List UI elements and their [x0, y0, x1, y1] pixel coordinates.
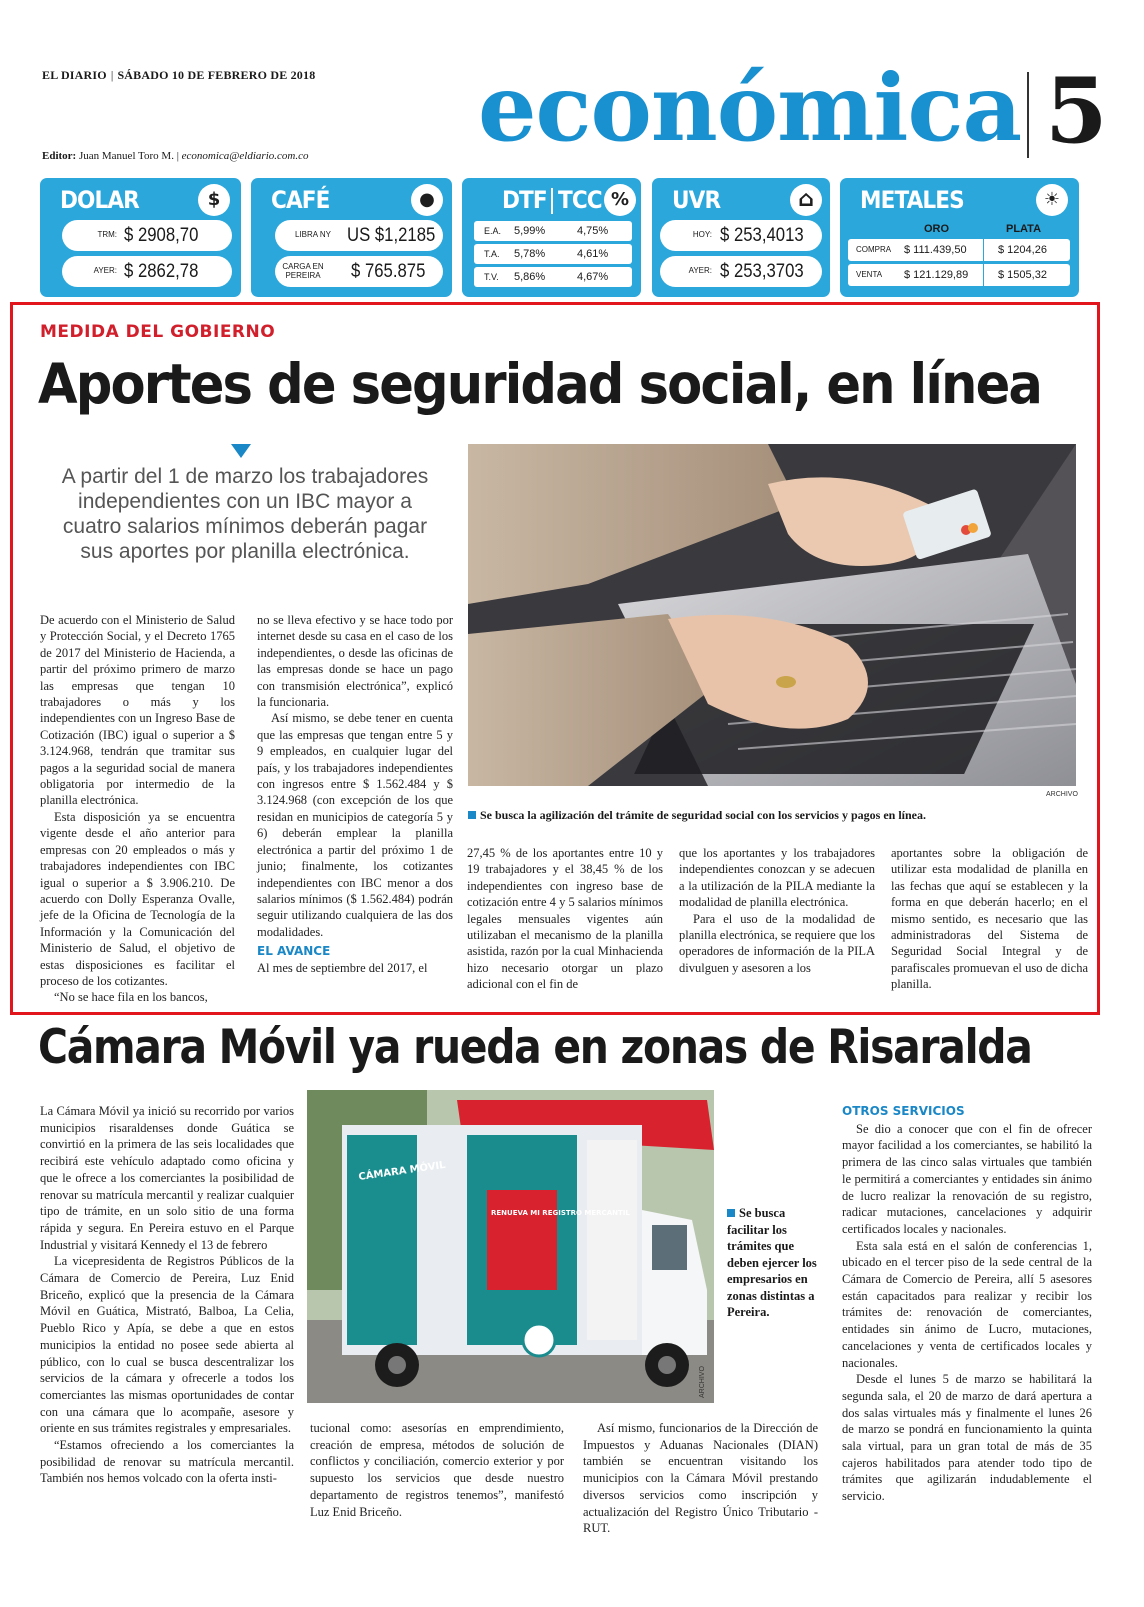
cafe-pereira-row [275, 256, 443, 287]
caption-square-icon [468, 811, 476, 819]
metales-venta-oro: $ 121.129,89 [904, 269, 969, 281]
article1-column-2 [257, 612, 453, 976]
uvr-hoy-label: HOY: [692, 230, 712, 240]
house-icon: ⌂ [790, 184, 822, 216]
tcc-ea-value: 4,75% [577, 225, 609, 237]
uvr-hoy-row [660, 220, 822, 251]
dolar-trm-label: TRM: [97, 230, 117, 240]
coffee-bean-icon: ● [411, 184, 443, 216]
cafe-pereira-value: $ 765.875 [351, 261, 426, 282]
metales-column-divider [983, 239, 984, 286]
article2-col1-p2: La vicepresidenta de Registros Públicos de la Cámara de Comercio de Pereira, Luz Enid Briceño, explicó que la presencia de la Cámara Móvil en Guática, Mistrató, Balboa, La Celia, Pueblo Rico y Apía, se debe a que en estos municipios la entidad no posee sede abierta al público, con lo cual se busca descentralizar los servicios de la cámara y ofrecerle a todos los comerciantes las mismas oportunidades de contar con una cámara que lo acompañe, asesore y oriente en sus trámites registrales y empresariales. [40, 1254, 294, 1436]
article1-col2-p2: Así mismo, se debe tener en cuenta que las empresas que tengan entre 5 y 9 empleados, en cualquier lugar del país, y los trabajadores independientes con ingresos entre $ 1.562.484 y $ 3.124.968 (con excepción de los que residan en municipios de categoría 5 y 6) deberán emplear la planilla electrónica a partir del próximo 1 de junio; finalmente, los cotizantes independientes con IBC menor a dos salarios mínimos ($ 1.562.484) podrán seguir utilizando cualquiera de las dos modalidades. [257, 711, 453, 939]
keyboard-hands-illustration [468, 444, 1076, 786]
article1-column-5 [891, 845, 1088, 993]
article1-kicker: MEDIDA DEL GOBIERNO [40, 322, 276, 342]
indicator-dolar-title: DOLAR [60, 186, 139, 214]
article1-column-4 [679, 845, 875, 976]
cafe-ny-row [275, 220, 443, 251]
page-number: 5 [1045, 58, 1108, 164]
article1-photo [468, 444, 1076, 786]
indicator-dtf-title: DTF [502, 186, 547, 214]
masthead-dateline: EL DIARIO | SÁBADO 10 DE FEBRERO DE 2018 [42, 68, 316, 82]
article2-column-2 [310, 1420, 564, 1520]
editor-label: Editor: [42, 150, 77, 162]
uvr-ayer-label: AYER: [688, 266, 712, 276]
article1-subhead: EL AVANCE [257, 944, 331, 959]
dtf-ea-row [474, 221, 632, 241]
article1-col1-p1: De acuerdo con el Ministerio de Salud y Protección Social, y el Decreto 1765 de 2017 del Ministerio de Hacienda, a partir del próximo primero de marzo las empresas que tengan 10 trabajadores o más y los independientes con un Ingreso Base de Cotización (IBC) igual o superior a $ 3.124.968, tendrán que tramitar sus pagos a la seguridad social de manera obligatoria por intermedio de la planilla electrónica. [40, 613, 235, 808]
percent-icon: % [604, 184, 636, 216]
article1-column-3 [467, 845, 663, 993]
metales-oro-header: ORO [924, 223, 950, 235]
indicator-uvr-title: UVR [672, 186, 721, 214]
uvr-ayer-value: $ 253,3703 [720, 261, 804, 282]
dtf-tv-label: T.V. [484, 272, 499, 282]
uvr-ayer-row [660, 256, 822, 287]
dtf-tv-value: 5,86% [514, 271, 546, 283]
uvr-hoy-value: $ 253,4013 [720, 225, 804, 246]
editor-line: Editor: Juan Manuel Toro M. | economica@eldiario.com.co [42, 150, 309, 162]
article2-column-1 [40, 1103, 294, 1487]
editor-email[interactable]: economica@eldiario.com.co [181, 150, 309, 162]
article1-photo-credit: ARCHIVO [1046, 791, 1078, 798]
article1-col4-p1: que los aportantes y los trabajadores independientes conozcan y se adecuen a la utilización de la PILA mediante la modalidad de planilla electrónica. [679, 846, 875, 910]
article2-caption-text: Se busca facilitar los trámites que deben ejercer los empresarios en zonas distintas a Pereira. [727, 1206, 817, 1319]
article2-subhead: OTROS SERVICIOS [842, 1104, 965, 1118]
article2-column-4 [842, 1104, 1092, 1505]
section-title: económica [478, 54, 1022, 162]
cafe-pereira-label: CARGA EN PEREIRA [282, 261, 324, 280]
dolar-trm-row [62, 220, 232, 251]
article2-col1-p3: “Estamos ofreciendo a los comerciantes la posibilidad de renovar su matrícula mercantil. También nos hemos volcado con la oferta insti- [40, 1438, 294, 1486]
mobile-office-truck-illustration [307, 1090, 714, 1403]
metales-venta-row [848, 264, 1070, 286]
article1-col2-p1: no se lleva efectivo y se hace todo por internet desde su casa en el caso de los independientes, o desde las oficinas de las empresas donde se hace un pago con transmisión electrónica”, explicó la funcionaria. [257, 613, 453, 710]
indicator-dolar [40, 178, 241, 297]
indicator-cafe [251, 178, 452, 297]
triangle-marker-icon [231, 444, 251, 458]
article2-column-3 [583, 1420, 818, 1537]
article1-col5-p1: aportantes sobre la obligación de utilizar esta modalidad de planilla en las fechas que aquí se establecen y la forma en que deberán hacerlo; en el mismo sentido, es necesario que las administradoras del Sistema de Seguridad Social Integral y de parafiscales promuevan el uso de dicha planilla. [891, 846, 1088, 992]
metales-compra-row [848, 239, 1070, 261]
metales-venta-label: VENTA [856, 270, 883, 279]
article2-photo [307, 1090, 714, 1403]
dtf-tv-row [474, 267, 632, 287]
article2-photo-credit: ARCHIVO [699, 1366, 706, 1398]
article1-col1-p3: “No se hace fila en los bancos, [54, 990, 208, 1005]
article2-col4-p3: Desde el lunes 5 de marzo se habilitará la segunda sala, el 20 de marzo de dará apertura a dos salas virtuales más y finalmente el lunes 26 de marzo se pondrá en funcionamiento la quinta sala virtual, para un gran total de más de 35 cajeros habilitados para atender todo tipo de trámites que agilizarán indudablemente el servicio. [842, 1372, 1092, 1504]
article1-headline: Aportes de seguridad social, en línea [38, 352, 1042, 416]
metal-icon: ☀ [1036, 184, 1068, 216]
article2-col3-p1: Así mismo, funcionarios de la Dirección de Impuestos y Aduanas Nacionales (DIAN) también se encuentran visitando los municipios con la Cámara Móvil prestando diversos servicios como inscripción y actualización del Registro Único Tributario - RUT. [583, 1421, 818, 1536]
metales-compra-plata: $ 1204,26 [998, 244, 1047, 256]
article2-caption [727, 1205, 819, 1321]
article2-col1-p1: La Cámara Móvil ya inició su recorrido por varios municipios risaraldenses donde Guática se convirtió en la primera de las seis localidades que recibirá este vehículo adaptado como oficina y que le ofrece a los comerciantes la posibilidad de renovar su matrícula mercantil y realizar cualquier tipo de trámite, en un solo sitio de una forma rápida y segura. En Pereira estuvo en el Parque Industrial y visitará Kennedy el 13 de febrero [40, 1104, 294, 1252]
article2-headline: Cámara Móvil ya rueda en zonas de Risaralda [38, 1020, 1032, 1075]
dtf-ta-label: T.A. [484, 249, 500, 259]
indicator-dtf [462, 178, 641, 297]
dolar-ayer-label: AYER: [93, 266, 117, 276]
dtf-ta-value: 5,78% [514, 248, 546, 260]
indicator-metales-title: METALES [860, 186, 964, 214]
article1-col4-p2: Para el uso de la modalidad de planilla electrónica, se requiere que los operadores de información de la PILA divulguen y asesoren a los [679, 911, 875, 975]
article2-col4-p1: Se dio a conocer que con el fin de ofrecer mayor facilidad a los comerciantes, se habilitó la primera de las cinco salas virtuales que también le permitirá a comerciantes y entidades sin ánimo de lucro realizar la renovación de su registro, radicar mutaciones, cancelaciones y adquirir certificados locales y nacionales. [842, 1121, 1092, 1236]
trend-check-icon: $ [198, 184, 230, 216]
dolar-ayer-row [62, 256, 232, 287]
tcc-ta-value: 4,61% [577, 248, 609, 260]
dtf-ea-value: 5,99% [514, 225, 546, 237]
article1-caption [468, 808, 926, 823]
caption2-square-icon [727, 1209, 735, 1217]
dtf-title-divider [551, 188, 553, 214]
article1-col1-p2: Esta disposición ya se encuentra vigente desde el año anterior para empresas con 20 empleados o más y trabajadores independientes con IBC igual o superior a $ 3.906.210. De acuerdo con Dolly Esperanza Ovalle, jefe de la Oficina de Tecnología de la Información y la Comunicación del Ministerio de Salud, el objetivo de estas disposiciones es facilitar el proceso de los cotizantes. [40, 809, 235, 988]
indicator-cafe-title: CAFÉ [271, 186, 330, 214]
dtf-ea-label: E.A. [484, 226, 502, 236]
article2-col4-p2: Esta sala está en el salón de conferencias 1, ubicado en el tercer piso de la sede central de la Cámara de Comercio de Pereira, allí 5 asesores están capacitados para realizar y recibir los trámites de: renovación de comerciantes, entidades sin ánimo de Lucro, mutaciones, cancelaciones y venta de certificados locales y nacionales. [842, 1238, 1092, 1370]
masthead-divider [1027, 72, 1029, 158]
indicator-metales [840, 178, 1079, 297]
metales-venta-plata: $ 1505,32 [998, 269, 1047, 281]
editor-name: Juan Manuel Toro M. [78, 150, 174, 162]
issue-date: SÁBADO 10 DE FEBRERO DE 2018 [117, 68, 316, 82]
cafe-ny-label: LIBRA NY [294, 230, 331, 240]
tcc-tv-value: 4,67% [577, 271, 609, 283]
paper-name: EL DIARIO [42, 68, 107, 82]
dolar-ayer-value: $ 2862,78 [124, 261, 199, 282]
truck-sign-2: RENUEVA MI REGISTRO MERCANTIL [491, 1209, 630, 1217]
indicator-tcc-title: TCC [558, 186, 602, 214]
cafe-ny-value: US $1,2185 [347, 225, 436, 246]
indicator-uvr [652, 178, 830, 297]
dtf-ta-row [474, 244, 632, 264]
metales-compra-oro: $ 111.439,50 [904, 244, 967, 256]
article1-col3-p1: 27,45 % de los aportantes entre 10 y 19 trabajadores y el 38,45 % de los independientes con ingreso base de cotización entre 4 y 5 salarios mínimos legales mensuales vigentes aún utilizaban el mecanismo de la planilla asistida, razón por la cual Minhacienda hizo necesario otorgar un plazo adicional con el fin de [467, 846, 663, 992]
article1-column-1 [40, 612, 235, 1006]
article1-deck: A partir del 1 de marzo los trabajadores independientes con un IBC mayor a cuatro salarios mínimos deberán pagar sus aportes por planilla electrónica. [61, 465, 429, 563]
metales-compra-label: COMPRA [856, 245, 892, 254]
article2-col2-p1: tucional como: asesorías en emprendimiento, creación de empresa, métodos de solución de conflictos y conciliación, comercio exterior y por supuesto los servicios que desde nuestro departamento de registros tenemos”, manifestó Luz Enid Briceño. [310, 1421, 564, 1519]
dolar-trm-value: $ 2908,70 [124, 225, 199, 246]
metales-plata-header: PLATA [1006, 223, 1042, 235]
truck-sign-1: CÁMARA MÓVIL [357, 1159, 447, 1183]
article1-col2-p3: Al mes de septiembre del 2017, el [257, 960, 428, 975]
article1-caption-text: Se busca la agilización del trámite de seguridad social con los servicios y pagos en línea. [480, 808, 926, 822]
